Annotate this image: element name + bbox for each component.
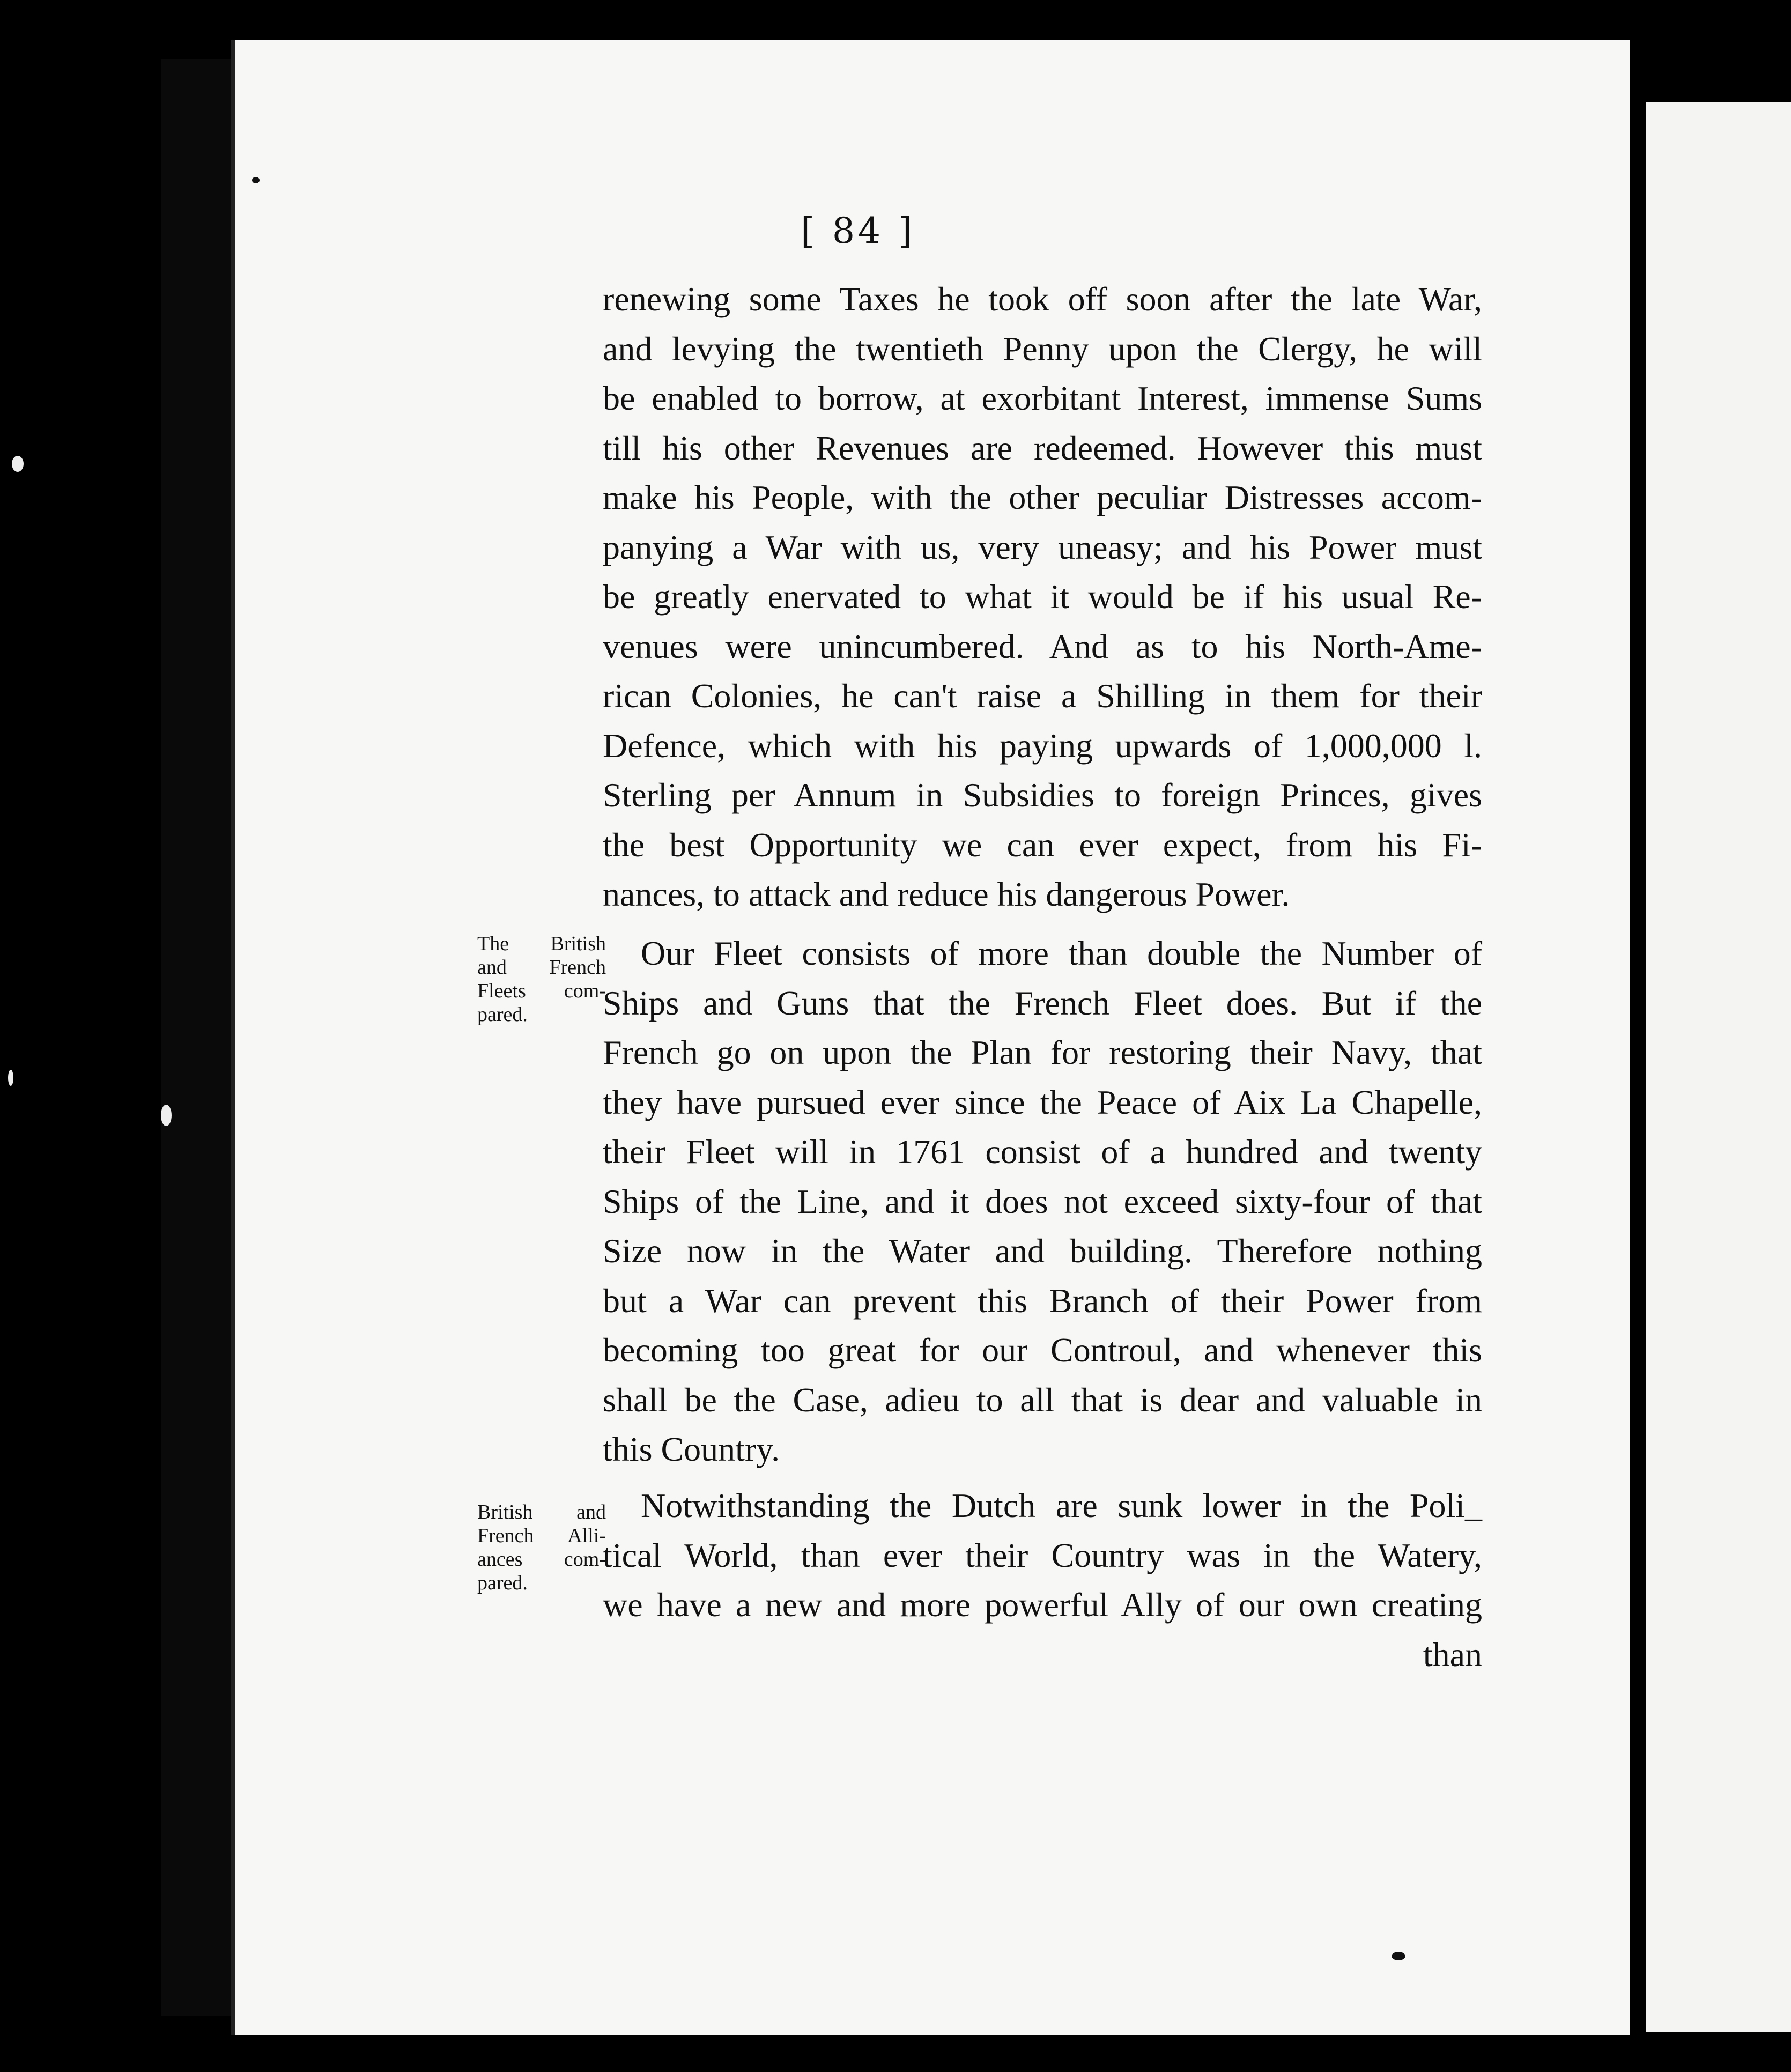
text-line: the best Opportunity we can ever expect, from his Fi-: [603, 826, 1482, 864]
scan-speck: [12, 456, 24, 472]
text-line: be greatly enervated to what it would be if his usual Re-: [603, 578, 1482, 616]
text-line: but a War can prevent this Branch of their Power from: [603, 1282, 1482, 1320]
text-line: Size now in the Water and building. Therefore nothing: [603, 1232, 1482, 1270]
text-line: panying a War with us, very uneasy; and his Power must: [603, 528, 1482, 566]
margin-note-line: and French: [477, 956, 606, 979]
page-gutter: [1630, 32, 1641, 2038]
facing-page-edge: [1646, 102, 1791, 2032]
text-line: venues were unincumbered. And as to his North-Ame-: [603, 627, 1482, 665]
text-line: Defence, which with his paying upwards of 1,000,000 l.: [603, 727, 1482, 765]
margin-note-line: pared.: [477, 1003, 528, 1026]
binding-shadow: [161, 59, 231, 2016]
margin-note-line: British and: [477, 1501, 606, 1523]
text-line: tical World, than ever their Country was in the Watery,: [603, 1536, 1482, 1574]
margin-note-alliances: [477, 1500, 606, 1595]
text-line: make his People, with the other peculiar Distresses accom-: [603, 478, 1482, 516]
scan-speck: [1392, 1952, 1405, 1960]
text-line: Notwithstanding the Dutch are sunk lower in the Poli_: [641, 1486, 1482, 1525]
scan-speck: [252, 177, 260, 183]
page-header-number: [ 84 ]: [801, 210, 915, 251]
text-line: we have a new and more powerful Ally of our own creating: [603, 1586, 1482, 1624]
margin-note-line: The British: [477, 933, 606, 955]
margin-note-line: ances com-: [477, 1548, 606, 1571]
margin-note-fleets: [477, 932, 606, 1026]
text-line: Ships and Guns that the French Fleet does. But if the: [603, 984, 1482, 1022]
text-line: be enabled to borrow, at exorbitant Interest, immense Sums: [603, 379, 1482, 417]
text-line: this Country.: [603, 1430, 780, 1468]
catchword: than: [1423, 1636, 1482, 1674]
text-line: their Fleet will in 1761 consist of a hundred and twenty: [603, 1133, 1482, 1171]
text-line: rican Colonies, he can't raise a Shilling in them for their: [603, 677, 1482, 715]
text-line: till his other Revenues are redeemed. However this must: [603, 429, 1482, 467]
text-line: French go on upon the Plan for restoring their Navy, that: [603, 1033, 1482, 1071]
margin-note-line: Fleets com-: [477, 980, 606, 1002]
margin-note-line: French Alli-: [477, 1525, 606, 1547]
text-line: becoming too great for our Controul, and whenever this: [603, 1331, 1482, 1369]
margin-note-line: pared.: [477, 1572, 528, 1594]
text-line: and levying the twentieth Penny upon the Clergy, he will: [603, 330, 1482, 368]
text-line: they have pursued ever since the Peace of Aix La Chapelle,: [603, 1083, 1482, 1121]
scan-speck: [8, 1070, 13, 1086]
text-line: Ships of the Line, and it does not exceed sixty-four of that: [603, 1182, 1482, 1220]
text-line: nances, to attack and reduce his dangerous Power.: [603, 875, 1290, 913]
scan-speck: [161, 1105, 172, 1126]
text-line: shall be the Case, adieu to all that is dear and valuable in: [603, 1381, 1482, 1419]
text-line: Our Fleet consists of more than double the Number of: [641, 934, 1482, 972]
text-line: renewing some Taxes he took off soon after the late War,: [603, 280, 1482, 318]
text-line: Sterling per Annum in Subsidies to foreign Princes, gives: [603, 776, 1482, 814]
